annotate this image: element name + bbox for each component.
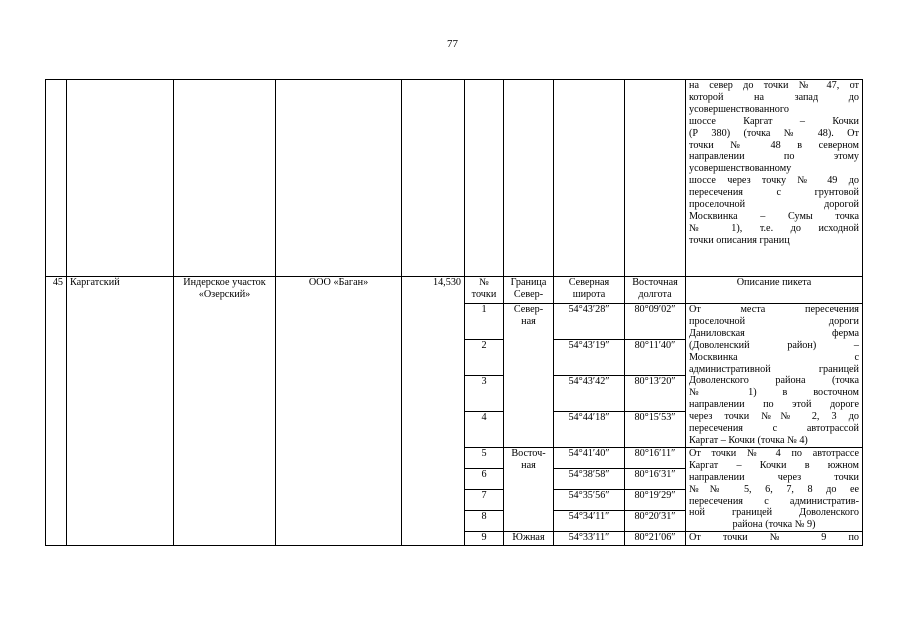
- continuation-line: точки описания границ: [689, 234, 790, 246]
- longitude-value: 80°15′53″: [625, 411, 686, 447]
- longitude-value: 80°13′20″: [625, 375, 686, 411]
- description-line: Каргат – Кочки в южном: [689, 459, 859, 471]
- description-line: № 1) в восточном: [689, 387, 859, 399]
- description-line: направлении через точки: [689, 471, 859, 483]
- description-line: пересечения с автотрассой: [689, 423, 859, 435]
- border-name: Южная: [504, 532, 554, 546]
- point-number: 2: [465, 339, 504, 375]
- longitude-value: 80°09′02″: [625, 304, 686, 340]
- point-number: 4: [465, 411, 504, 447]
- continuation-line: которой на запад до: [689, 91, 859, 103]
- description-line: От точки № 9 по: [689, 532, 859, 544]
- point-number: 3: [465, 375, 504, 411]
- latitude-value: 54°34′11″: [554, 511, 625, 532]
- border-name: Восточ-ная: [504, 447, 554, 531]
- point-number: 6: [465, 468, 504, 489]
- latitude-value: 54°43′42″: [554, 375, 625, 411]
- continuation-line: усовершенствованному: [689, 163, 792, 175]
- point-number: 8: [465, 511, 504, 532]
- description-line: направлении по этой дороге: [689, 399, 859, 411]
- latitude-value: 54°44′18″: [554, 411, 625, 447]
- description-line: Даниловская ферма: [689, 327, 859, 339]
- continuation-line: на север до точки № 47, от: [689, 80, 859, 91]
- description-line: пересечения с административ-: [689, 495, 859, 507]
- header-point-number: № точки: [465, 277, 504, 304]
- description-cell: [686, 304, 863, 448]
- description-line: проселочной дороги: [689, 315, 859, 327]
- longitude-value: 80°16′31″: [625, 468, 686, 489]
- continuation-line: усовершенствованного: [689, 103, 789, 115]
- longitude-value: 80°11′40″: [625, 339, 686, 375]
- description-line: (Доволенский район) –: [689, 339, 859, 351]
- latitude-value: 54°35′56″: [554, 490, 625, 511]
- record-number: 45: [46, 277, 67, 546]
- area-value: 14,530: [402, 277, 465, 546]
- continuation-row: [46, 80, 863, 277]
- description-line: От точки № 4 по автотрассе: [689, 447, 859, 459]
- latitude-value: 54°41′40″: [554, 447, 625, 468]
- latitude-value: 54°43′19″: [554, 339, 625, 375]
- description-line: Каргат – Кочки (точка № 4): [689, 434, 808, 446]
- point-number: 9: [465, 532, 504, 546]
- description-line: района (точка № 9): [732, 519, 816, 531]
- description-line: От места пересечения: [689, 304, 859, 315]
- header-border: Граница Север-: [504, 277, 554, 304]
- continuation-line: проселочной дорогой: [689, 199, 859, 211]
- longitude-value: 80°21′06″: [625, 532, 686, 546]
- continuation-line: пересечения с грунтовой: [689, 187, 859, 199]
- continuation-line: шоссе через точку № 49 до: [689, 175, 859, 187]
- continuation-line: точки № 48 в северном: [689, 139, 859, 151]
- header-description: Описание пикета: [686, 277, 863, 304]
- description-line: Москвинка с: [689, 351, 859, 363]
- longitude-value: 80°19′29″: [625, 490, 686, 511]
- continuation-line: № 1), т.е. до исходной: [689, 222, 859, 234]
- plot-name: Индерское участок «Озерский»: [174, 277, 276, 546]
- continuation-line: (Р 380) (точка № 48). От: [689, 127, 859, 139]
- longitude-value: 80°20′31″: [625, 511, 686, 532]
- description-line: административной границей: [689, 363, 859, 375]
- page-number: 77: [447, 38, 458, 50]
- point-number: 1: [465, 304, 504, 340]
- continuation-line: Москвинка – Сумы точка: [689, 210, 859, 222]
- description-line: ной границей Доволенского: [689, 507, 859, 519]
- description-cell: [686, 532, 863, 546]
- continuation-line: направлении по этому: [689, 151, 859, 163]
- header-longitude: Восточная долгота: [625, 277, 686, 304]
- border-name: Север-ная: [504, 304, 554, 448]
- latitude-value: 54°38′58″: [554, 468, 625, 489]
- boundary-table: [45, 79, 863, 546]
- description-cell: [686, 447, 863, 531]
- continuation-line: шоссе Каргат – Кочки: [689, 115, 859, 127]
- point-number: 7: [465, 490, 504, 511]
- latitude-value: 54°33′11″: [554, 532, 625, 546]
- company-name: ООО «Баган»: [276, 277, 402, 546]
- description-line: №№ 5, 6, 7, 8 до ее: [689, 483, 859, 495]
- continuation-text: [686, 80, 863, 277]
- point-number: 5: [465, 447, 504, 468]
- longitude-value: 80°16′11″: [625, 447, 686, 468]
- latitude-value: 54°43′28″: [554, 304, 625, 340]
- record-header-row: [46, 277, 863, 304]
- district-name: Каргатский: [67, 277, 174, 546]
- header-latitude: Северная широта: [554, 277, 625, 304]
- description-line: через точки №№ 2, 3 до: [689, 411, 859, 423]
- description-line: Доволенского района (точка: [689, 375, 859, 387]
